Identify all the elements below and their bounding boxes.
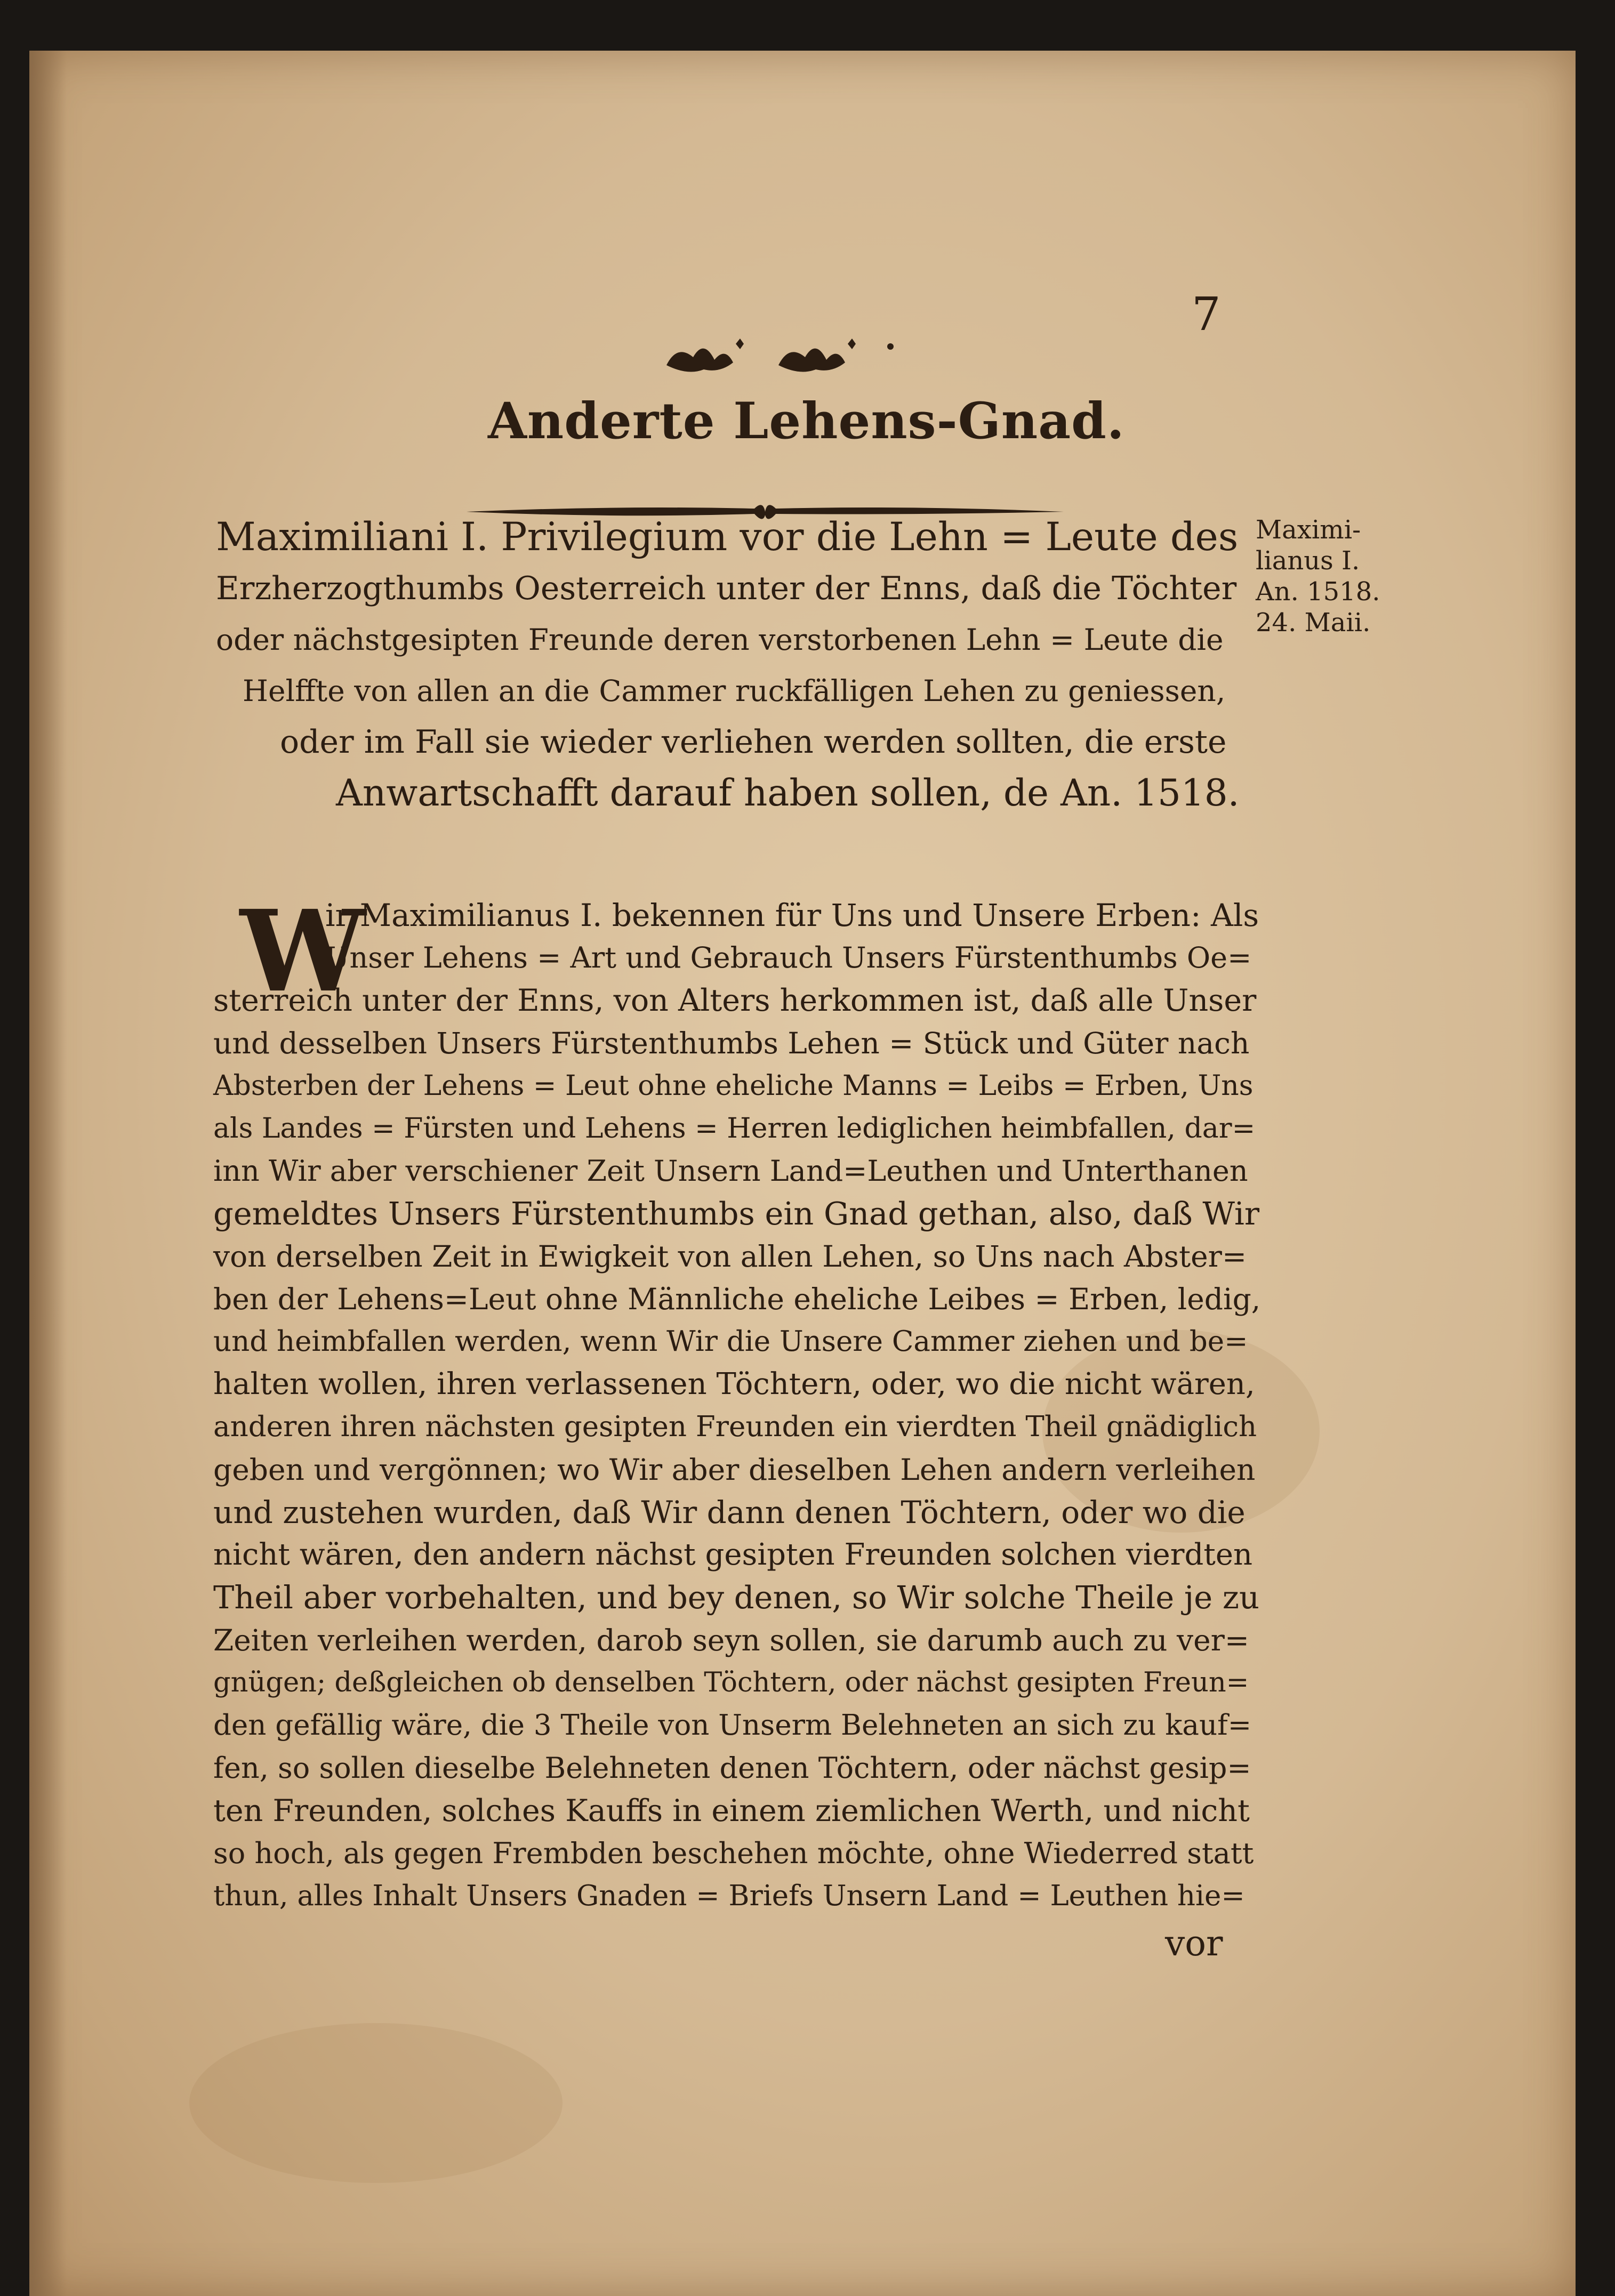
drop-cap: W — [240, 885, 366, 1017]
body-line: so hoch, als gegen Frembden beschehen möchte, ohne Wiederred statt — [213, 1836, 1254, 1870]
body-line: gnügen; deßgleichen ob denselben Töchtern, oder nächst gesipten Freun= — [213, 1667, 1249, 1698]
body-line: und zustehen wurden, daß Wir dann denen Töchtern, oder wo die — [213, 1494, 1246, 1530]
body-line: nicht wären, den andern nächst gesipten Freunden solchen vierdten — [213, 1537, 1253, 1572]
body-line: ten Freunden, solches Kauffs in einem ziemlichen Werth, und nicht — [213, 1793, 1250, 1828]
body-line: Absterben der Lehens = Leut ohne eheliche Manns = Leibs = Erben, Uns — [213, 1070, 1254, 1102]
heading-line: oder nächstgesipten Freunde deren verstorbenen Lehn = Leute die — [216, 623, 1224, 657]
body-line: gemeldtes Unsers Fürstenthumbs ein Gnad gethan, also, daß Wir — [213, 1195, 1260, 1232]
heading-line: Erzherzogthumbs Oesterreich unter der Enns, daß die Töchter — [216, 570, 1237, 607]
margin-note-line: 24. Maii. — [1256, 608, 1371, 638]
body-line: von derselben Zeit in Ewigkeit von allen Lehen, so Uns nach Abster= — [213, 1239, 1247, 1274]
body-line: und heimbfallen werden, wenn Wir die Unsere Cammer ziehen und be= — [213, 1325, 1248, 1358]
body-line: anderen ihren nächsten gesipten Freunden ein vierdten Theil gnädiglich — [213, 1411, 1257, 1443]
body-line: thun, alles Inhalt Unsers Gnaden = Briefs Unsern Land = Leuthen hie= — [213, 1880, 1245, 1912]
catchword: vor — [1165, 1923, 1223, 1964]
body-line: geben und vergönnen; wo Wir aber dieselben Lehen andern verleihen — [213, 1453, 1256, 1487]
body-line: als Landes = Fürsten und Lehens = Herren lediglichen heimbfallen, dar= — [213, 1113, 1256, 1145]
margin-note-line: An. 1518. — [1256, 577, 1380, 607]
body-line: den gefällig wäre, die 3 Theile von Unserm Belehneten an sich zu kauf= — [213, 1709, 1252, 1742]
page-number: 7 — [1192, 288, 1221, 341]
heading-line: oder im Fall sie wieder verliehen werden sollten, die erste — [280, 723, 1227, 761]
margin-note-line: lianus I. — [1256, 546, 1360, 576]
heading-line: Helffte von allen an die Cammer ruckfälligen Lehen zu geniessen, — [243, 674, 1226, 708]
body-line: und desselben Unsers Fürstenthumbs Lehen = Stück und Güter nach — [213, 1026, 1250, 1060]
page-gutter-shadow — [29, 51, 67, 2296]
body-line: ben der Lehens=Leut ohne Männliche eheliche Leibes = Erben, ledig, — [213, 1282, 1261, 1316]
body-line: inn Wir aber verschiener Zeit Unsern Land=Leuthen und Unterthanen — [213, 1154, 1248, 1188]
body-line: ir Maximilianus I. bekennen für Uns und Unsere Erben: Als — [325, 897, 1259, 933]
body-line: fen, so sollen dieselbe Belehneten denen Töchtern, oder nächst gesip= — [213, 1751, 1251, 1785]
margin-note-line: Maximi- — [1256, 515, 1361, 545]
paper-stain — [189, 2023, 563, 2183]
body-line: Zeiten verleihen werden, darob seyn sollen, sie darumb auch zu ver= — [213, 1623, 1249, 1657]
heading-line: Anwartschafft darauf haben sollen, de An. 1518. — [336, 772, 1240, 815]
body-line: Unser Lehens = Art und Gebrauch Unsers Fürstenthumbs Oe= — [325, 941, 1252, 974]
body-line: sterreich unter der Enns, von Alters herkommen ist, daß alle Unser — [213, 983, 1257, 1018]
body-line: Theil aber vorbehalten, und bey denen, so Wir solche Theile je zu — [213, 1579, 1259, 1616]
body-line: halten wollen, ihren verlassenen Töchtern, oder, wo die nicht wären, — [213, 1367, 1255, 1401]
book-page — [29, 51, 1576, 2296]
fleuron-ornament-icon — [656, 328, 901, 386]
heading-line: Maximiliani I. Privilegium vor die Lehn = Leute des — [216, 514, 1239, 560]
page-title: Anderte Lehens-Gnad. — [488, 392, 1125, 450]
